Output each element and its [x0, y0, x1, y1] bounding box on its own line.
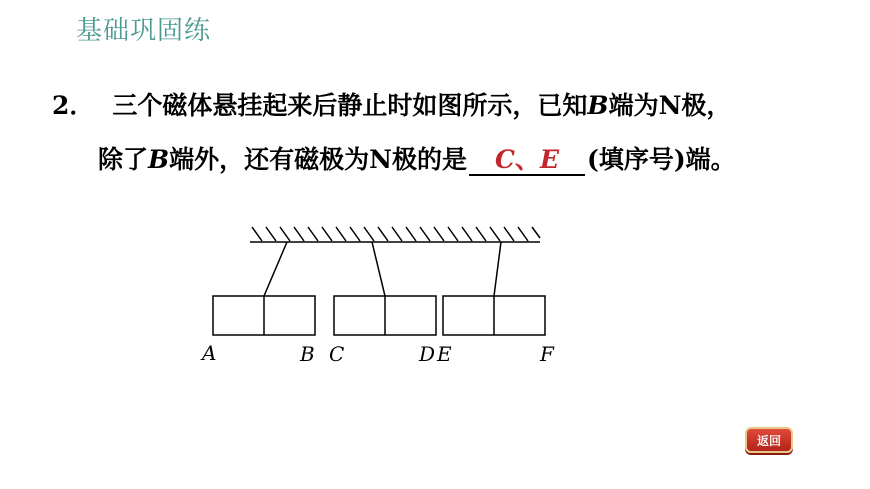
label-c: C	[329, 342, 345, 366]
answer-e: E	[539, 145, 559, 174]
label-f: F	[540, 342, 554, 366]
question-text-1a: 三个磁体悬挂起来后静止时如图所示，已知	[112, 91, 588, 120]
question-line-1	[52, 86, 731, 122]
question-text-2a: 除了	[98, 145, 149, 174]
pole-b-label-2: B	[148, 145, 170, 174]
pole-b-label: B	[587, 91, 609, 120]
ceiling-hatch	[250, 227, 540, 242]
string-3	[494, 242, 501, 296]
magnets-diagram	[200, 220, 560, 370]
string-1	[264, 242, 287, 296]
back-button[interactable]: 返回	[745, 427, 793, 453]
label-b: B	[300, 342, 315, 366]
answer-blank	[469, 146, 585, 176]
question-number: 2．	[52, 91, 95, 120]
section-title: 基础巩固练	[76, 16, 212, 46]
question-line-2	[98, 140, 736, 176]
question-text-2c: (填序号)端。	[587, 145, 736, 174]
label-e: E	[437, 342, 452, 366]
answer-text	[495, 145, 559, 174]
answer-separator: 、	[514, 145, 540, 174]
label-a: A	[202, 341, 217, 365]
answer-c: C	[495, 145, 515, 174]
question-text-1b: 端为N极，	[608, 91, 732, 120]
string-2	[372, 242, 385, 296]
label-d: D	[419, 342, 436, 366]
question-text-2b: 端外，还有磁极为N极的是	[169, 145, 468, 174]
